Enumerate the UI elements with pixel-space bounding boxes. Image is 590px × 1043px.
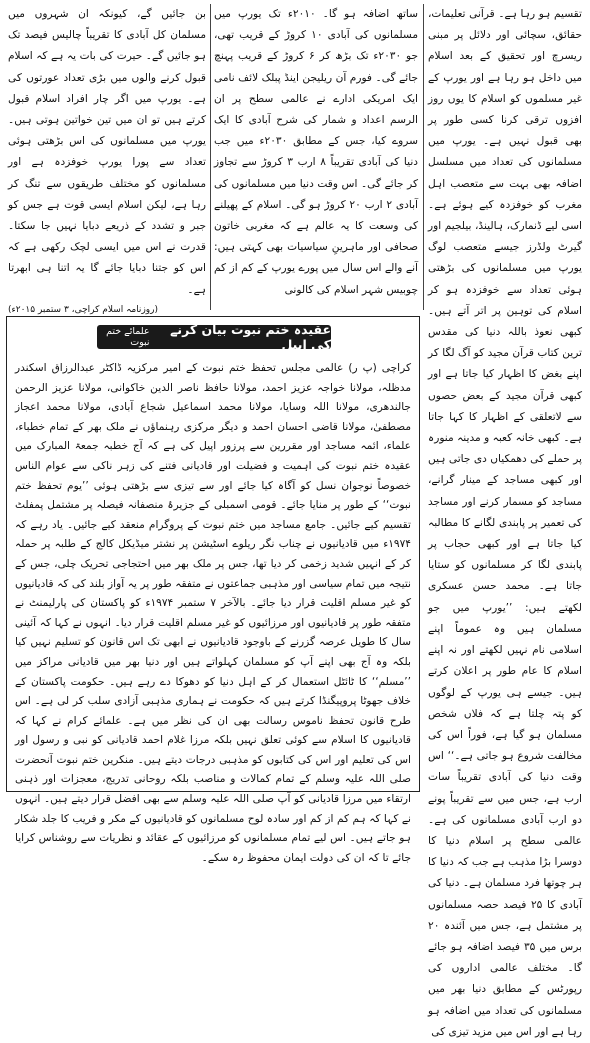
article-headline: عقیدہ ختم نبوت بیان کرنے کی اپیل: [170, 322, 331, 352]
column-text: بن جائیں گے، کیونکہ ان شہروں میں مسلمان کل آبادی کا تقریباً چالیس فیصد تک ہو جائیں گے۔ حیرت کی بات یہ ہے کہ اسلام قبول کرنے والوں میں بڑی تعداد عورتوں کی ہے۔ یورپ میں اگر چار افراد اسلام قبول کرتے ہیں تو ان میں تین خواتین ہوتی ہیں۔ یورپ میں مسلمانوں کی اس بڑھتی ہوئی تعداد سے پورا یورپ خوفزدہ ہے اور مسلمانوں کو مختلف طریقوں سے تنگ کر رہا ہے، لیکن اسلام ایسی قوت ہے جس کو جبر و تشدد کے ذریعے دبایا نہیں جا سکتا۔ قدرت نے اس میں ایسی لچک رکھی ہے کہ اس کو جتنا دبایا جائے گا یہ اتنا ہی ابھرتا ہے۔: [8, 8, 206, 296]
source-citation: (روزنامہ اسلام کراچی، ۳ ستمبر ۲۰۱۵ء): [8, 304, 158, 315]
column-divider: [210, 4, 211, 310]
article-body-text: کراچی (پ ر) عالمی مجلس تحفظ ختم نبوت کے امیر مرکزیہ ڈاکٹر عبدالرزاق اسکندر مدظلہ، مولانا خواجہ عزیز احمد، مولانا حافظ ناصر الدین خاکوانی، مولانا عزیز الرحمن جالندھری، مولانا اللہ وسایا، مولانا محمد اسماعیل شجاع آبادی، مولانا محمد اعجاز مصطفیٰ، مولانا قاضی احسان احمد و دیگر مرکزی رہنماؤں نے ملک بھر کے تمام خطباء، علماء، ائمہ مساجد اور مقررین سے پرزور اپیل کی ہے کہ آج خطبہ جمعۃ المبارک میں عقیدہ ختم نبوت کی اہمیت و فضیلت اور قادیانی فتنے کی زہر ناکی سے عوام الناس خصوصاً نوجوان نسل کو آگاہ کیا جائے اور سے تیزی سے بڑھتی ہوئی ’’یوم تحفظ ختم نبوت‘‘ کے طور پر منایا جائے۔ قومی اسمبلی کے جزیرۂ منصفانہ فیصلہ پر مشتمل پمفلٹ تقسیم کیے جائیں۔ جامع مساجد میں ختم نبوت کے پروگرام منعقد کیے جائیں۔ یاد رہے کہ ۱۹۷۴ء میں قادیانیوں نے چناب نگر ریلوے اسٹیشن پر نشتر میڈیکل کالج کے طلبہ پر حملہ کر کے انہیں شدید زخمی کر دیا تھا، جس پر ملک بھر میں احتجاجی تحریک چلی، جس کے نتیجہ میں تمام سیاسی اور مذہبی جماعتوں نے متفقہ طور پر یہ آواز بلند کی کہ قادیانیوں کو غیر مسلم اقلیت قرار دیا جائے۔ بالآخر ۷ ستمبر ۱۹۷۴ء کو پاکستان کی پارلیمنٹ نے متفقہ طور پر قادیانیوں اور مرزائیوں کو غیر مسلم اقلیت قرار دیا۔ انہوں نے کہا کہ آئینی سال کا طویل عرصہ گزرنے کے باوجود قادیانیوں نے ابھی تک اس قانون کو تسلیم نہیں کیا بلکہ وہ آج بھی اپنے آپ کو مسلمان کہلواتے ہیں اور دنیا بھر میں قادیانی مراکز میں ’’مسلم‘‘ کا ٹائٹل استعمال کر کے اہل دنیا کو دھوکا دے رہے ہیں۔ حکومت پاکستان کے خلاف جھوٹا پروپیگنڈا کرتے ہیں کہ حکومت نے ہماری مذہبی آزادی سلب کر لی ہے۔ اس طرح قانون تحفظ ناموس رسالت بھی ان کی نظر میں ہے۔ علمائے کرام نے کہا کہ قادیانیوں کا اسلام سے کوئی تعلق نہیں بلکہ مرزا غلام احمد قادیانی کو نبی و رسول اور اس کی تعلیم اور اس کی کتابوں کو مذہبی درجات دیتے ہیں۔ منکرین ختم نبوت آنحضرت صلی اللہ علیہ وسلم کے تمام کمالات و مناصب بلکہ روحانی تدریج، معجزات اور ذہنی ارتقاء میں مرزا قادیانی کو آپ صلی اللہ علیہ وسلم سے بھی افضل قرار دیتے ہیں۔ انہوں نے کہا کہ ہم کم از کم اور سادہ لوح مسلمانوں کو قادیانیوں کے مکر و فریب کا جلد شکار ہو جاتے ہیں۔ اس لیے تمام مسلمانوں کو مرزائیوں کے عقائد و نظریات سے روشناس کرایا جائے تا کہ ان کی دولت ایمان محفوظ رہ سکے۔: [15, 362, 411, 864]
column-text: تقسیم ہو رہا ہے۔ قرآنی تعلیمات، حقائق، سچائی اور دلائل پر مبنی ریسرچ اور تحقیق کے بعد اسلام میں داخل ہو رہا ہے اور یورپ کے غیر مسلموں کو اسلام کا یوں روز افزوں ترقی کرنا کسی طور پر بھی قبول نہیں ہے۔ یورپ میں مسلمانوں کی تعداد میں مسلسل اضافہ بھی بہت سے متعصب اہل مغرب کو خوفزدہ کیے ہوئے ہے۔ اسی لیے ڈنمارک، ہالینڈ، بیلجیم اور گیرٹ ولڈرز جیسے متعصب لوگ یورپ میں مسلمانوں کی بڑھتی ہوئی تعداد سے خوفزدہ ہو کر اسلام کی توہین پر اتر آتے ہیں۔ کبھی نعوذ باللہ دنیا کی مقدس ترین کتاب قرآن مجید کو آگ لگا کر اپنے بغض کا اظہار کیا جاتا ہے اور کبھی قرآن مجید کے بعض حصوں سے لاتعلقی کے اظہار کا کہا جاتا ہے۔ کبھی خانہ کعبہ و مدینہ منورہ پر حملے کی دھمکیاں دی جاتی ہیں اور کبھی مساجد کے مینار گرانے، مساجد کو مسمار کرنے اور مساجد کی تعمیر پر پابندی لگانے کا مطالبہ کیا جاتا ہے اور کبھی حجاب پر پابندی لگا کر مسلمانوں کو ستایا جاتا ہے۔ محمد حسن عسکری لکھتے ہیں: ’’یورپ میں جو مسلمان ہیں وہ عموماً اپنے اسلامی نام نہیں لکھتے اور نہ اپنے اسلام کا عام طور پر اعلان کرتے ہیں۔ جیسے ہی یورپ کے لوگوں کو پتہ چلتا ہے کہ فلاں شخص مسلمان ہو گیا ہے، فوراً اس کی مخالفت شروع ہو جاتی ہے۔‘‘ اس وقت دنیا کی آبادی تقریباً سات ارب ہے، جس میں سے تقریباً پونے دو ارب آبادی مسلمانوں کی ہے۔ عالمی سطح پر اسلام دنیا کا دوسرا بڑا مذہب ہے جب کہ دنیا کا ہر چوتھا فرد مسلمان ہے۔ دنیا کی آبادی کا ۲۵ فیصد حصہ مسلمانوں پر مشتمل ہے، جس میں آئندہ ۲۰ برس میں ۳۵ فیصد اضافہ ہو جائے گا۔ مختلف عالمی اداروں کی رپورٹس کے مطابق دنیا بھر میں مسلمانوں کی تعداد میں اضافہ ہو رہا ہے اور اس میں مزید تیزی کی: [428, 8, 582, 1038]
article-column-right: [428, 4, 582, 1038]
article-byline: علمائے ختم نبوت: [106, 326, 150, 348]
article-column-middle: [214, 4, 418, 312]
boxed-news-article: [6, 316, 420, 864]
article-body: [15, 359, 411, 864]
article-headline-banner: [97, 322, 331, 352]
article-column-left: [8, 4, 206, 315]
column-text: ساتھ اضافہ ہو گا۔ ۲۰۱۰ء تک یورپ میں مسلمانوں کی آبادی ۱۰ کروڑ کے قریب تھی، جو ۲۰۳۰ء تک بڑھ کر ۶ کروڑ کے قریب پہنچ جائے گی۔ فورم آن ریلیجن اینڈ پبلک لائف نامی ایک امریکی ادارے نے عالمی سطح پر ان الرسم اعداد و شمار کی شرح آبادی کا ایک سروے کیا، جس کے مطابق ۲۰۳۰ء میں جب دنیا کی آبادی تقریباً ۸ ارب ۳ کروڑ سے تجاوز کر جائے گی۔ اس وقت دنیا میں مسلمانوں کی آبادی ۲ ارب ۲۰ کروڑ ہو گی۔ اسلام کے پھیلنے کی وسعت کا یہ عالم ہے کہ مغربی خاتون صحافی اور ماہرینِ سیاسیات بھی کہتی ہیں: آنے والے اس سال میں پورے یورپ کے کم از کم چوبیس شہر اسلام کی کالونی: [214, 8, 419, 296]
column-divider: [423, 4, 424, 310]
